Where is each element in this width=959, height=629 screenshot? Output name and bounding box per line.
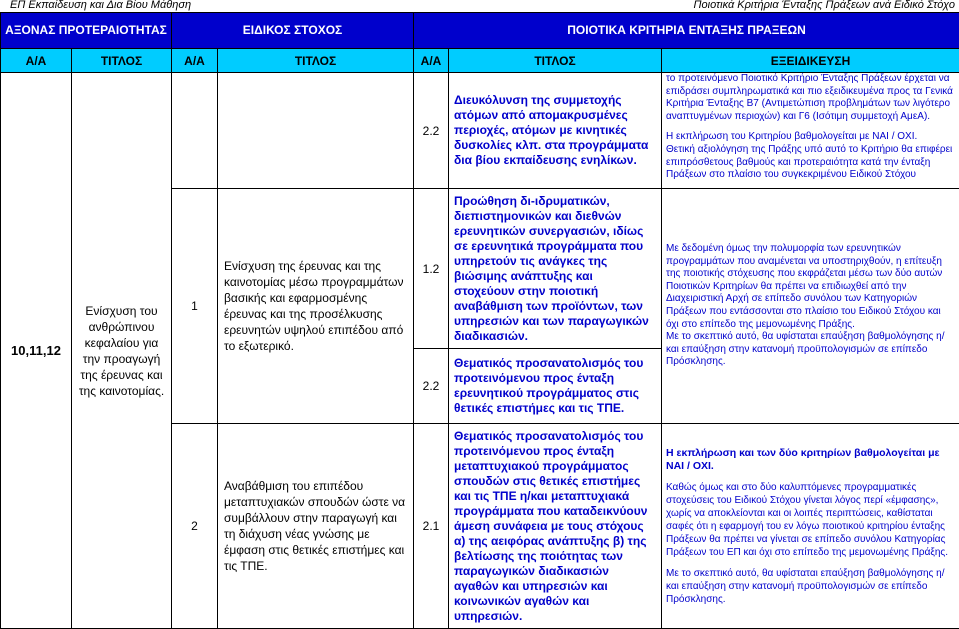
axis-no-header: Α/Α [1, 49, 72, 73]
specification-text: Θετική αξιολόγηση της Πράξης υπό αυτό το Κριτήριο θα επιφέρει επιπρόσθετους βαθμούς και προτεραιότητα κατά την ένταξη Πράξεων στο πλαίσιο του συγκεκριμένου Ειδικού Στόχου [666, 144, 955, 182]
table-row [1, 73, 959, 189]
axis-group-header: ΑΞΟΝΑΣ ΠΡΟΤΕΡΑΙΟΤΗΤΑΣ [1, 13, 172, 49]
document-header [0, 0, 959, 12]
group-header-row [1, 13, 959, 49]
sub-header-row [1, 49, 959, 73]
specification-text: το προτεινόμενο Ποιοτικό Κριτήριο Ένταξης Πράξεων έρχεται να επιδράσει συμπληρωματικά και πιο εξειδικευμένα προς τα Γενικά Κριτήρια Ένταξης Β7 (Αντιμετώπιση προβλημάτων των λιγότερο αναπτυγμένων περιοχών) και Γ6 (Ισότιμη συμμετοχή ΑμεΑ). [666, 73, 955, 123]
goal-group-header: ΕΙΔΙΚΟΣ ΣΤΟΧΟΣ [172, 13, 414, 49]
criterion-title: Διευκόλυνση της συμμετοχής ατόμων από απομακρυσμένες περιοχές, ατόμων με κινητικές δυσκολίες κλπ. στα προγράμματα δια βίου εκπαίδευσης ενηλίκων. [449, 73, 662, 189]
specification-text: Με δεδομένη όμως την πολυμορφία των ερευνητικών προγραμμάτων που αναμένεται να υποστηριχθούν, η επίτευξη της ποιοτικής στόχευσης που εκφράζεται μέσω των δύο αυτών Ποιοτικών Κριτηρίων θα πρέπει να επιδιωχθεί από την Διαχειριστική Αρχή σε επίπεδο συνόλου των Κατηγοριών Πράξεων που εντάσσονται στο πλαίσιο του Ειδικού Στόχου και όχι στο επίπεδο της μεμονωμένης Πράξης. [666, 243, 955, 331]
criteria-table [0, 12, 959, 629]
criterion-title-header: ΤΙΤΛΟΣ [449, 49, 662, 73]
goal-title-header: ΤΙΤΛΟΣ [218, 49, 414, 73]
criterion-number: 2.1 [414, 424, 449, 629]
axis-title-header: ΤΙΤΛΟΣ [72, 49, 172, 73]
criterion-number: 1.2 [414, 189, 449, 349]
programme-name: ΕΠ Εκπαίδευση και Δια Βίου Μάθηση [10, 0, 191, 11]
specification-cell [662, 424, 959, 629]
criterion-number: 2.2 [414, 73, 449, 189]
empty-goal-title [218, 73, 414, 189]
axis-title: Ενίσχυση του ανθρώπινου κεφαλαίου για την προαγωγή της έρευνας και της καινοτομίας. [72, 73, 172, 629]
document-title: Ποιοτικά Κριτήρια Ένταξης Πράξεων ανά Ειδικό Στόχο [694, 0, 955, 11]
specification-header: ΕΞΕΙΔΙΚΕΥΣΗ [662, 49, 959, 73]
goal-title: Ενίσχυση της έρευνας και της καινοτομίας μέσω προγραμμάτων βασικής και εφαρμοσμένης έρευνας και της προσέλκυσης ερευνητών υψηλού επιπέδου από το εξωτερικό. [218, 189, 414, 424]
goal-number: 2 [172, 424, 218, 629]
empty-goal-number [172, 73, 218, 189]
specification-cell [662, 73, 959, 189]
specification-text: Με το σκεπτικό αυτό, θα υφίσταται επαύξηση βαθμολόγησης η/και επαύξηση στην κατανομή προϋπολογισμών σε επίπεδο Πρόσκλησης. [666, 567, 955, 606]
criterion-title: Θεματικός προσανατολισμός του προτεινόμενου προς ένταξη μεταπτυχιακού προγράμματος σπουδών στις θετικές επιστήμες και τις ΤΠΕ η/και μεταπτυχιακά προγράμματα που καταδεικνύουν άμεση συνάφεια με τους στόχους α) της αειφόρας ανάπτυξης β) της βελτίωσης της ποιότητας των παραγωγικών διαδικασιών αγαθών και υπηρεσιών και κοινωνικών αγαθών και υπηρεσιών. [449, 424, 662, 629]
specification-text: Καθώς όμως και στο δύο καλυπτόμενες προγραμματικές στοχεύσεις του Ειδικού Στόχου γίνεται λόγος περί «έμφασης», χωρίς να αποκλείονται και οι λοιπές περιπτώσεις, καθίσταται σαφές ότι η εφαρμογή του εν λόγω ποιοτικού κριτηρίου ένταξης Πράξεων θα πρέπει να γίνεται σε επίπεδο συνόλου Κατηγορίας Πράξεων του ΕΠ και όχι στο επίπεδο της μεμονωμένης Πράξης. [666, 481, 955, 559]
specification-cell [662, 189, 959, 424]
specification-text: Η εκπλήρωση και των δύο κριτηρίων βαθμολογείται με ΝΑΙ / ΟΧΙ. [666, 447, 955, 473]
criterion-title: Θεματικός προσανατολισμός του προτεινόμενου προς ένταξη ερευνητικού προγράμματος στις θετικές επιστήμες και τις ΤΠΕ. [449, 349, 662, 424]
criteria-group-header: ΠΟΙΟΤΙΚΑ ΚΡΙΤΗΡΙΑ ΕΝΤΑΞΗΣ ΠΡΑΞΕΩΝ [414, 13, 959, 49]
criterion-no-header: Α/Α [414, 49, 449, 73]
goal-number: 1 [172, 189, 218, 424]
criterion-title: Προώθηση δι-ιδρυματικών, διεπιστημονικών και διεθνών ερευνητικών συνεργασιών, ιδίως σε ερευνητικά προγράμματα που υπηρετούν τις ανάγκες της βιώσιμης ανάπτυξης και στοχεύουν στην ποιοτική αναβάθμιση των προϊόντων, των υπηρεσιών και των παραγωγικών διαδικασιών. [449, 189, 662, 349]
specification-text: Με το σκεπτικό αυτό, θα υφίσταται επαύξηση βαθμολόγησης η/και επαύξηση στην κατανομή προϋπολογισμών σε επίπεδο Πρόσκλησης. [666, 331, 955, 369]
criterion-number: 2.2 [414, 349, 449, 424]
goal-title: Αναβάθμιση του επιπέδου μεταπτυχιακών σπουδών ώστε να συμβάλλουν στην παραγωγή και τη διάχυση νέας γνώσης με έμφαση στις θετικές επιστήμες και τις ΤΠΕ. [218, 424, 414, 629]
axis-number: 10,11,12 [1, 73, 72, 629]
goal-no-header: Α/Α [172, 49, 218, 73]
specification-text: Η εκπλήρωση του Κριτηρίου βαθμολογείται με ΝΑΙ / ΟΧΙ. [666, 131, 955, 144]
